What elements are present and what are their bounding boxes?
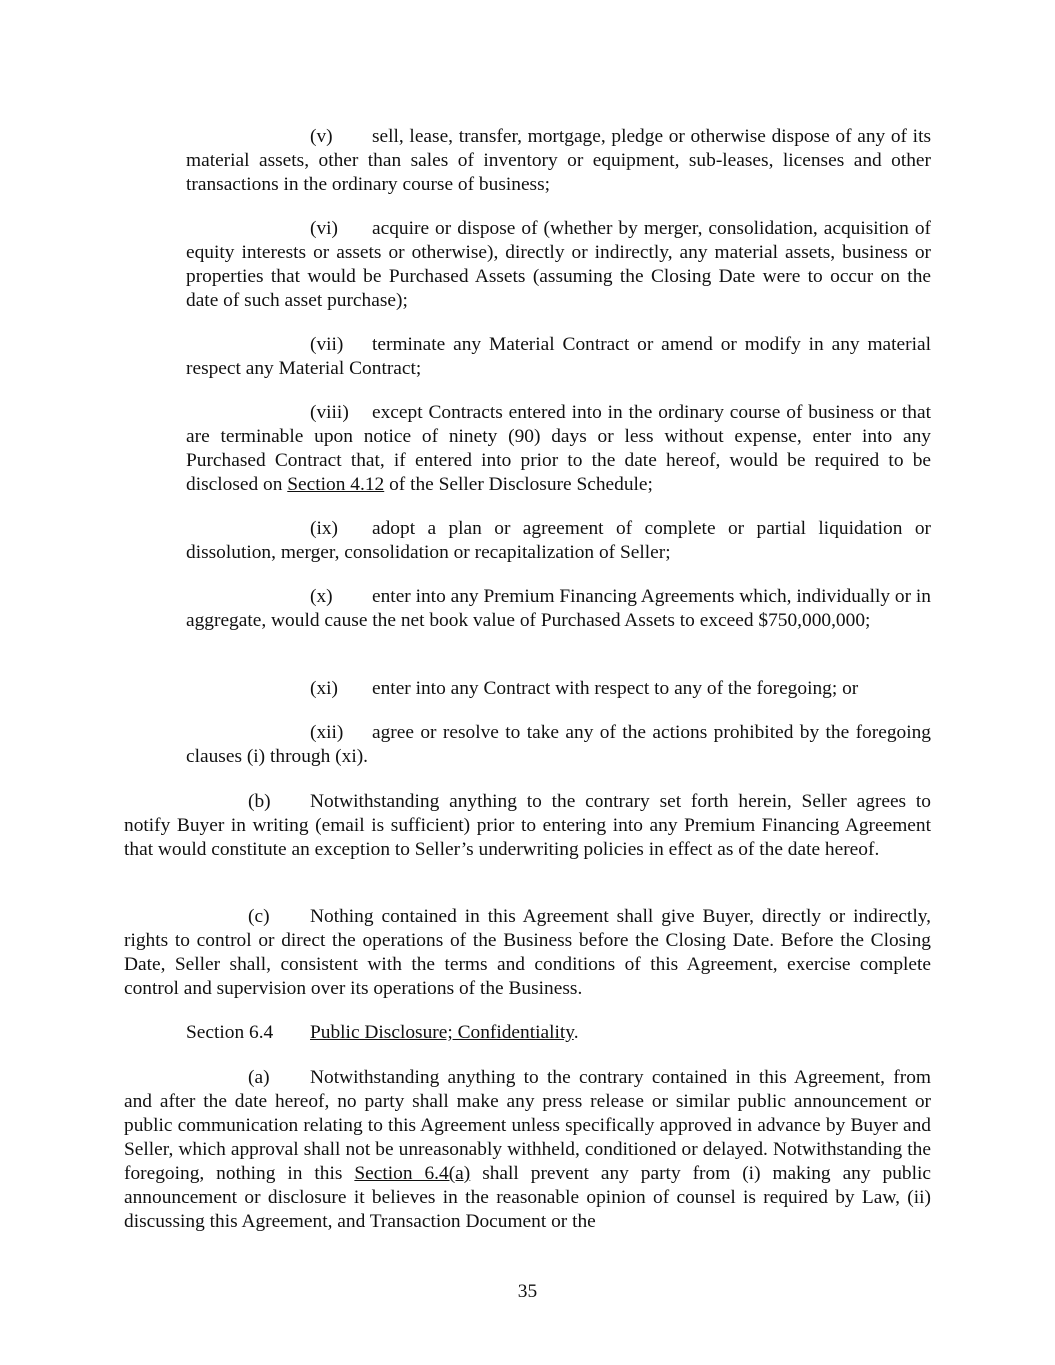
clause-label: (vii) [310, 334, 344, 355]
paragraph-label: (c) [248, 906, 270, 927]
section-number: Section 6.4 [186, 1022, 274, 1043]
clause-text: of the Seller Disclosure Schedule; [384, 474, 653, 495]
clause-label: (v) [310, 126, 333, 147]
clause-x [186, 585, 931, 633]
clause-vi [186, 217, 931, 313]
paragraph-text: Notwithstanding anything to the contrary set forth herein, Seller agrees to notify Buyer in writing (email is sufficient) prior to entering into any Premium Financing Agreement that would constitute an exception to Seller’s underwriting policies in effect as of the date hereof. [124, 791, 931, 860]
page-number: 35 [517, 1281, 538, 1302]
clause-text: adopt a plan or agreement of complete or partial liquidation or dissolution, merger, consolidation or recapitalization of Seller; [186, 518, 931, 563]
paragraph-label: (b) [248, 791, 271, 812]
clause-viii [186, 401, 931, 497]
section-6-4-a-reference: Section 6.4(a) [354, 1163, 471, 1184]
clause-vii [186, 333, 931, 381]
paragraph-text: shall prevent any party from (i) making any public announcement or disclosure it believes in the reasonable opinion of counsel is required by Law, (ii) discussing this Agreement, and Transaction Document or the [124, 1163, 931, 1232]
section-heading [186, 1021, 579, 1045]
clause-text: agree or resolve to take any of the actions prohibited by the foregoing clauses (i) through (xi). [186, 722, 931, 767]
clause-label: (xii) [310, 722, 344, 743]
clause-v [186, 125, 931, 197]
clause-text: enter into any Premium Financing Agreements which, individually or in aggregate, would cause the net book value of Purchased Assets to exceed $750,000,000; [186, 586, 931, 631]
clause-label: (xi) [310, 678, 338, 699]
clause-label: (vi) [310, 218, 338, 239]
clause-ix [186, 517, 931, 565]
paragraph-b [124, 790, 931, 862]
clause-text: except Contracts entered into in the ordinary course of business or that are terminable upon notice of ninety (90) days or less without expense, enter into any Purchased Contract that, if entered into prior to the date hereof, would be required to be disclosed on [186, 402, 931, 495]
clause-text: enter into any Contract with respect to any of the foregoing; or [372, 678, 859, 699]
paragraph-text: Nothing contained in this Agreement shall give Buyer, directly or indirectly, rights to control or direct the operations of the Business before the Closing Date. Before the Closing Date, Seller shall, consistent with the terms and conditions of this Agreement, exercise complete control and supervision over its operations of the Business. [124, 906, 931, 999]
paragraph-text: Notwithstanding anything to the contrary contained in this Agreement, from and after the date hereof, no party shall make any press release or similar public announcement or public communication relating to this Agreement unless specifically approved in advance by Buyer and Seller, which approval shall not be unreasonably withheld, conditioned or delayed. Notwithstanding the foregoing, nothing in this [124, 1067, 931, 1184]
clause-xii [186, 721, 931, 769]
clause-label: (x) [310, 586, 333, 607]
clause-xi [186, 677, 931, 701]
clause-text: sell, lease, transfer, mortgage, pledge or otherwise dispose of any of its material assets, other than sales of inventory or equipment, sub-leases, licenses and other transactions in the ordinary course of business; [186, 126, 931, 195]
clause-text: terminate any Material Contract or amend or modify in any material respect any Material Contract; [186, 334, 931, 379]
paragraph-c [124, 905, 931, 1001]
clause-label: (viii) [310, 402, 349, 423]
clause-text: acquire or dispose of (whether by merger, consolidation, acquisition of equity interests or assets or otherwise), directly or indirectly, any material assets, business or properties that would be Purchased Assets (assuming the Closing Date were to occur on the date of such asset purchase); [186, 218, 931, 311]
section-title-period: . [573, 1022, 579, 1043]
section-title: Public Disclosure; Confidentiality [310, 1022, 574, 1043]
section-4-12-reference: Section 4.12 [287, 474, 385, 495]
clause-label: (ix) [310, 518, 338, 539]
paragraph-label: (a) [248, 1067, 270, 1088]
paragraph-a [124, 1066, 931, 1234]
